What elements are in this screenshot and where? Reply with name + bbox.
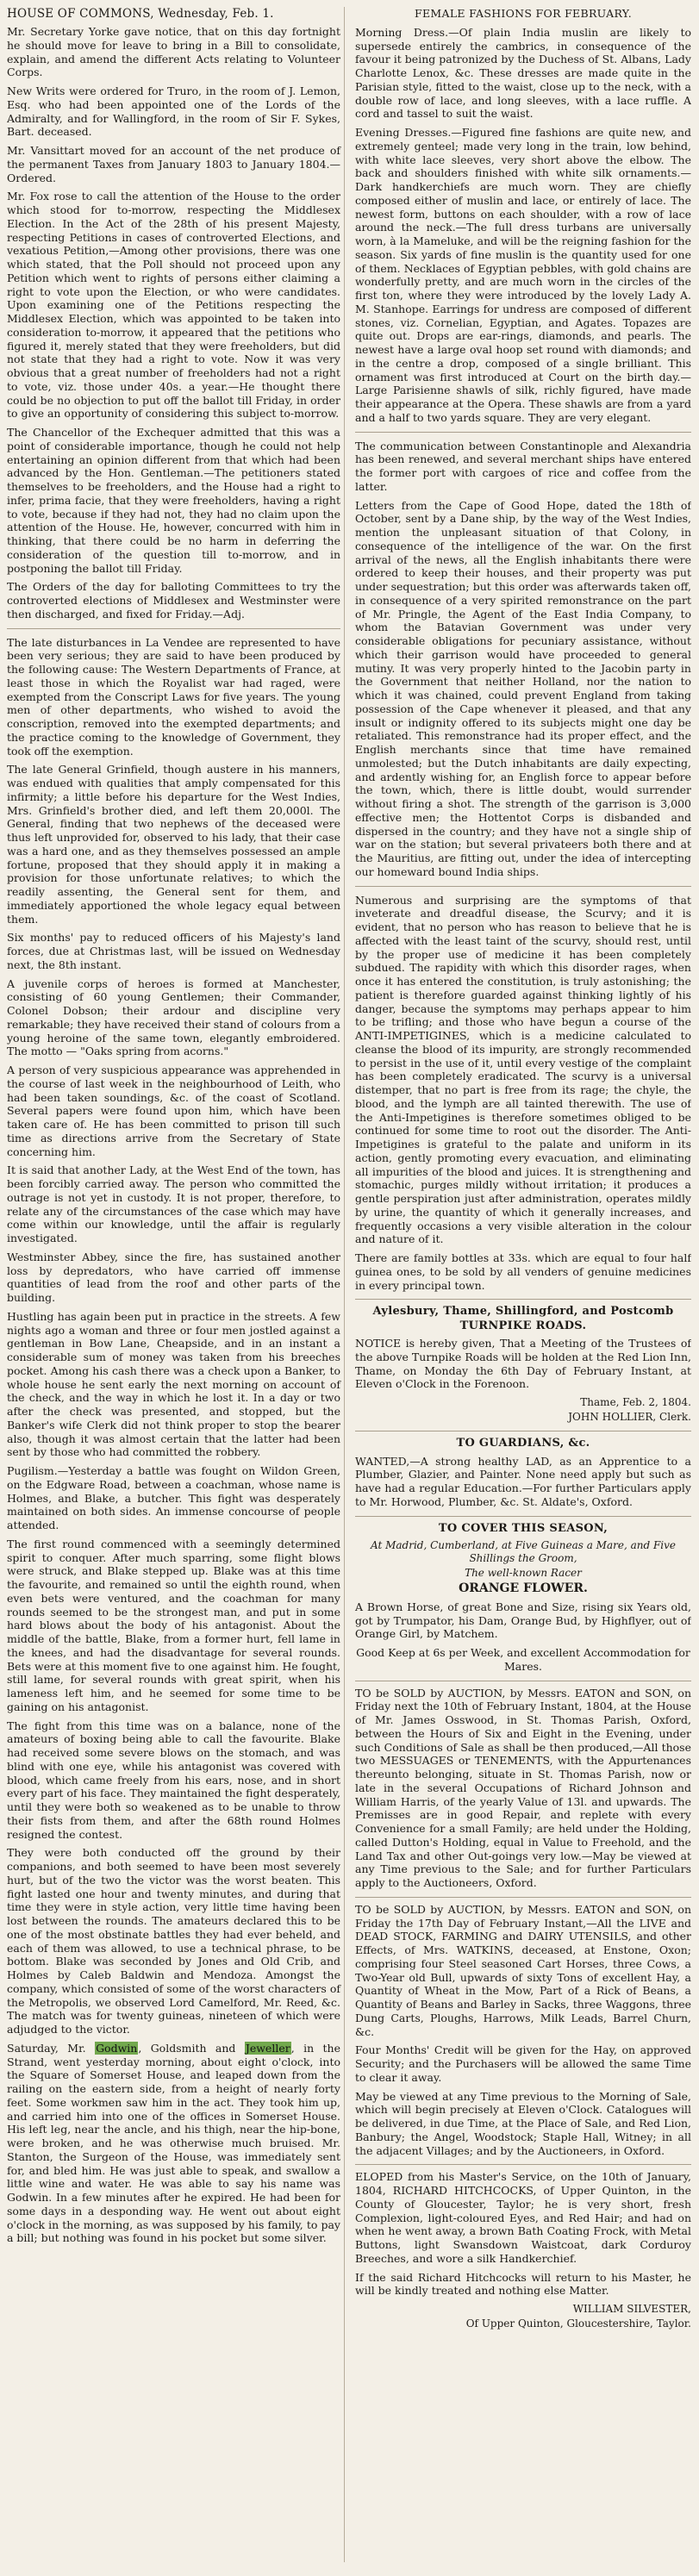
para: Numerous and surprising are the symptoms of that inveterate and dreadful disease, the Scurvy; and it is evident, that no person who has reason to believe that he is affected with the least taint of the scurvy, should rest, until by the proper use of medicine it has been completely subdued. The rapidity with which this disorder rages, when once it has entered the constitution, is truly astonishing; the patient is therefore guarded against thinking lightly of his danger, because the symptoms may perhaps appear to him to be trifling; and those who have begun a course of the ANTI-IMPETIGINES, which is a medicine calculated to cleanse the blood of its impurity, are strongly recommended to persist in the use of it, until every vestige of the complaint has been completely eradicated. The scurvy is a universal distemper, that no part is free from its rage; the chyle, the blood, and the lymph are all tainted therewith. The use of the Anti-Impetigines is therefore sometimes obliged to be continued for some time to root out the disorder. The Anti-Impetigines is grateful to the palate and uniform in its action, gently promoting every evacuation, and eliminating all impurities of the blood and juices. It is strengthening and stomachic, purges mildly without irritation; it produces a gentle perspiration just after administration, operates mildly by urine, the quantity of which it generally increases, and frequently occasions a very visible alteration in the colour and nature of it. — [355, 893, 691, 1246]
para: Hustling has again been put in practice in the streets. A few nights ago a woman and three or four men jostled against a gentleman in Bow Lane, Cheapside, and in an instant a considerable sum of money was taken from his breeches pocket. Among his cash there was a check upon a Banker, to whole house he sent early the next morning on account of the check, and the way in which he lost it. In a day or two after the check was presented, and stopped, but the Banker's wife Clerk did not think proper to stop the bearer also, though it was almost certain that the latter had been sent by those who had committed the robbery. — [7, 1309, 340, 1459]
highlight-godwin: Godwin — [96, 2041, 138, 2055]
para: Morning Dress.—Of plain India muslin are likely to supersede entirely the cambrics, in consequence of the favour it being patronized by the Duchess of St. Albans, Lady Charlotte Lenox, &c. These dresses are made quite in the Parisian style, fitted to the waist, close up to the neck, with a double row of lace, and long sleeves, with a lace ruffle. A cord and tassel to suit the waist. — [355, 25, 691, 121]
stallion-footer: Good Keep at 6s per Week, and excellent Accommodation for Mares. — [356, 1646, 690, 1673]
para: Six months' pay to reduced officers of his Majesty's land forces, due at Christmas last, will be issued on Wednesday next, the 8th instant. — [7, 931, 340, 971]
guardians-ad — [355, 1431, 691, 1508]
stallion-body: A Brown Horse, of great Bone and Size, rising six Years old, got by Trumpator, his Dam, Orange Bud, by Highflyer, out of Orange Girl, by Matchem. — [355, 1600, 691, 1641]
auction-ad-1 — [355, 1681, 691, 1890]
para: There are family bottles at 33s. which are equal to four half guinea ones, to be sold by all venders of genuine medicines in every principal town. — [355, 1251, 691, 1292]
para: The communication between Constantinople and Alexandria has been renewed, and several merchant ships have entered the former port with cargoes of rice and coffee from the latter. — [355, 439, 691, 493]
stallion-line1: At Madrid, Cumberland, at Five Guineas a Mare, and Five Shillings the Groom, — [371, 1538, 676, 1565]
para: Mr. Vansittart moved for an account of the net produce of the permanent Taxes from January 1803 to January 1804.—Ordered. — [7, 144, 340, 184]
eloped-body2: If the said Richard Hitchcocks will return to his Master, he will be kindly treated and nothing else Matter. — [355, 2270, 691, 2298]
para: Westminster Abbey, since the fire, has sustained another loss by depredators, who have carried off immense quantities of lead from the roof and other parts of the building. — [7, 1250, 340, 1304]
para: Pugilism.—Yesterday a battle was fought on Wildon Green, on the Edgware Road, between a coachman, whose name is Holmes, and Blake, a butcher. This fight was desperately maintained on both sides. An immense concourse of people attended. — [7, 1464, 340, 1531]
para: New Writs were ordered for Truro, in the room of J. Lemon, Esq. who had been appointed one of the Lords of the Admiralty, and for Wallingford, in the room of Sir F. Sykes, Bart. deceased. — [7, 84, 340, 139]
eloped-ad — [355, 2164, 691, 2330]
eloped-signed: WILLIAM SILVESTER, — [572, 2303, 691, 2316]
commons-heading: HOUSE OF COMMONS, Wednesday, Feb. 1. — [7, 7, 274, 21]
guardians-heading: TO GUARDIANS, &c. — [456, 1437, 590, 1450]
left-article-body — [7, 25, 340, 2245]
left-column — [7, 7, 345, 2562]
auction2-body3: May be viewed at any Time previous to the Morning of Sale, which will begin precisely at Eleven o'Clock. Catalogues will be delivered, in due Time, at the Place of Sale, and Red Lion, Banbury; the Angel, Woodstock; Staple Hall, Witney; in all the adjacent Villages; and by the Auctioneers, in Oxford. — [355, 2089, 691, 2157]
para: It is said that another Lady, at the West End of the town, has been forcibly carried away. The person who committed the outrage is not yet in custody. It is not proper, therefore, to relate any of the circumstances of the case which may have come within our knowledge, until the affair is regularly investigated. — [7, 1163, 340, 1244]
fashion-heading: FEMALE FASHIONS FOR FEBRUARY. — [415, 7, 632, 20]
para: Letters from the Cape of Good Hope, dated the 18th of October, sent by a Dane ship, by the way of the West Indies, mention the unpleasant situation of that Colony, in consequence of the intelligence of the war. On the first arrival of the news, all the English inhabitants there were ordered to keep their houses, and their property was put under sequestration; but this order was afterwards taken off, in consequence of a very spirited remonstrance on the part of Mr. Pringle, the Agent of the East India Company, to whom the Batavian Government was under very considerable obligations for pecuniary assistance, without which their garrison would have proceeded to general mutiny. It was very properly hinted to the Jacobin party in the Government that neither Holland, nor the nation to which it was chained, could prevent England from taking possession of the Cape whenever it pleased, and that any insult or indignity offered to its subjects might one day be retaliated. This remonstrance had its proper effect, and the English merchants since that time have remained unmolested; but the Dutch inhabitants are daily expecting, and ardently wishing for, an English force to appear before the town, which, there is little doubt, would surrender without firing a shot. The strength of the garrison is 3,000 effective men; the Hottentot Corps is disbanded and dispersed in the country; and they have not a single ship of war on the station; but several privateers both there and at the Mauritius, are fitting out, under the idea of intercepting our homeward bound India ships. — [355, 498, 691, 878]
guardians-body: WANTED,—A strong healthy LAD, as an Apprentice to a Plumber, Glazier, and Painter. None need apply but such as have had a regular Education.—For further Particulars apply to Mr. Horwood, Plumber, &c. St. Aldate's, Oxford. — [355, 1454, 691, 1508]
para: The Chancellor of the Exchequer admitted that this was a point of considerable importance, though he could not help entertaining an opinion different from that which had been advanced by the Hon. Gentleman.—The petitioners stated themselves to be freeholders, and the House had a right to infer, prima facie, that they were freeholders, having a right to vote, because if they had not, they had no claim upon the attention of the House. He, however, concurred with him in thinking, that there could be no harm in deferring the consideration of the question till to-morrow, and in postponing the ballot till Friday. — [7, 426, 340, 575]
para: A juvenile corps of heroes is formed at Manchester, consisting of 60 young Gentlemen; their Commander, Colonel Dobson; their ardour and discipline very remarkable; they have received their stand of colours from a young heroine of the same town, elegantly embroidered. The motto — "Oaks spring from acorns." — [7, 976, 340, 1058]
stallion-heading: TO COVER THIS SEASON, — [438, 1521, 609, 1535]
para: A person of very suspicious appearance was apprehended in the course of last week in the neighbourhood of Leith, who had been taken soundings, &c. of the coast of Scotland. Several papers were found upon him, which have been taken care of. He has been committed to prison till such time as directions arrive from the Secretary of State concerning him. — [7, 1063, 340, 1158]
turnpike-ad — [355, 1299, 691, 1424]
para: They were both conducted off the ground by their companions, and both seemed to have been most severely hurt, but of the two the victor was the worst beaten. This fight lasted one hour and twenty minutes, and during that time they were in style action, very little time having been lost between the rounds. The amateurs declared this to be one of the most obstinate battles they had ever beheld, and each of them was allowed, to use a technical phrase, to be bottom. Blake was seconded by Jones and Old Crib, and Holmes by Caleb Baldwin and Mendoza. Amongst the company, which consisted of some of the worst characters of the Metropolis, we observed Lord Camelford, Mr. Reed, &c. The match was for twenty guineas, nineteen of which were adjudged to the victor. — [7, 1846, 340, 2036]
turnpike-body: NOTICE is hereby given, That a Meeting of the Trustees of the above Turnpike Roads will be holden at the Red Lion Inn, Thame, on Monday the 6th Day of February Instant, at Eleven o'Clock in the Forenoon. — [355, 1337, 691, 1391]
eloped-place: Of Upper Quinton, Gloucestershire, Taylor. — [465, 2317, 691, 2330]
para: The first round commenced with a seemingly determined spirit to conquer. After much sparring, some flight blows were struck, and Blake stepped up. Blake was at this time the favourite, and remained so until the eighth round, when even bets were ventured, and the coachman for many rounds seemed to be the strongest man, and put in some hard blows about the body of his antagonist. About the middle of the battle, Blake, from a former hurt, fell lame in the knees, and had the disadvantage for several rounds. Bets were at this moment five to one against him. He fought, still lame, for several rounds with great spirit, when his lameness left him, and he seemed for some time to be gaining on his antagonist. — [7, 1537, 340, 1713]
stallion-ad — [355, 1516, 691, 1674]
stallion-line2: The well-known Racer — [465, 1567, 582, 1580]
para: Evening Dresses.—Figured fine fashions are quite new, and extremely genteel; made very long in the train, low behind, with white lace sleeves, very short above the elbow. The back and shoulders finished with white silk ornaments.—Dark handkerchiefs are much worn. They are chiefly composed either of muslin and lace, or entirely of lace. The newest form, buttons on each shoulder, with a row of lace around the neck.—The full dress turbans are universally worn, à la Mameluke, and will be the reigning fashion for the season. Six yards of fine muslin is the quantity used for one of them. Necklaces of Egyptian pebbles, with gold chains are wonderfully pretty, and are much worn in the circles of the first ton, where they were introduced by the lovely Lady A. M. Stanhope. Earrings for undress are composed of different stones, viz. Cornelian, Egyptian, and Agates. Topazes are quite out. Drops are ear-rings, diamonds, and pearls. The newest have a large oval hoop set round with diamonds; and in the centre a drop, composed of a single brilliant. This ornament was first introduced at Court on the birth day.—Large Parisienne shawls of silk, richly figured, have made their appearance at the Opera. These shawls are from a yard and a half to two yards square. They are very elegant. — [355, 126, 691, 424]
para: The fight from this time was on a balance, none of the amateurs of boxing being able to call the favourite. Blake had received some severe blows on the stomach, and was blind with one eye, while his antagonist was covered with blood, which came freely from his ears, nose, and in short every part of his face. They maintained the fight desperately, until they were both so weakened as to be unable to throw their fists from them, and after the 68th round Holmes resigned the contest. — [7, 1718, 340, 1841]
godwin-para: Saturday, Mr. Godwin, Goldsmith and Jeweller, in the Strand, went yesterday morning, about eight o'clock, into the Square of Somerset House, and leaped down from the railing on the eastern side, from a height of nearly forty feet. Some workmen saw him in the act. They took him up, and carried him into one of the offices in Somerset House. His left leg, near the ancle, and his thigh, near the hip-bone, were broken, and he was otherwise much bruised. Mr. Stanton, the Surgeon of the House, was immediately sent for, and bled him. He was just able to speak, and swallow a little wine and water. He was able to say his name was Godwin. In a few minutes after he expired. He had been for some days in a desponding way. He went out about eight o'clock in the morning, as was supposed by his family, to pay a bill; but nothing was found in his pocket but some silver. — [7, 2041, 340, 2245]
auction2-body2: Four Months' Credit will be given for the Hay, on approved Security; and the Purchasers will be allowed the same Time to clear it away. — [355, 2043, 691, 2084]
turnpike-signed: JOHN HOLLIER, Clerk. — [568, 1411, 691, 1424]
para: Mr. Secretary Yorke gave notice, that on this day fortnight he should move for leave to bring in a Bill to consolidate, explain, and amend the different Acts relating to Volunteer Corps. — [7, 25, 340, 79]
stallion-name: ORANGE FLOWER. — [459, 1581, 588, 1596]
para: Mr. Fox rose to call the attention of the House to the order which stood for to-morrow, respecting the Middlesex Election. In the Act of the 28th of his present Majesty, respecting Petitions in cases of controverted Elections, and vexatious Petition,—Among other provisions, there was one which stated, that the Poll should not proceed upon any Petition which went to rights of persons either claiming a right to vote upon the Election, or who were candidates. Upon examining one of the Petitions respecting the Middlesex Election, which was appointed to be taken into consideration to-morrow, it appeared that the petitions who figured it, merely stated that they were freeholders, but did not state that they had a right to vote. Now it was very obvious that a great number of freeholders had not a right to vote, viz. those under 40s. a year.—He thought there could be no objection to put off the ballot till Friday, in order to give an opportunity of considering this subject to-morrow. — [7, 190, 340, 421]
divider — [7, 628, 340, 629]
turnpike-date: Thame, Feb. 2, 1804. — [580, 1396, 691, 1408]
auction2-body: TO be SOLD by AUCTION, by Messrs. EATON and SON, on Friday the 17th Day of February Instant,—All the LIVE and DEAD STOCK, FARMING and DAIRY UTENSILS, and other Effects, of Mrs. WATKINS, deceased, at Enstone, Oxon; comprising four Steel seasoned Cart Horses, three Cows, a Two-Year old Bull, upwards of sixty Tons of excellent Hay, a Quantity of Wheat in the Mow, Part of a Rick of Beans, a Quantity of Beans and Barley in Sacks, three Waggons, three Dung Carts, Ploughs, Harrows, Milk Leads, Barrel Churn, &c. — [355, 1902, 691, 2038]
auction-ad-2 — [355, 1897, 691, 2158]
right-column — [353, 7, 691, 2562]
para: The late General Grinfield, though austere in his manners, was endued with qualities that amply compensated for this infirmity; a little before his departure for the West Indies, Mrs. Grinfield's brother died, and left them 20,000l. The General, finding that two nephews of the deceased were thus left unprovided for, observed to his lady, that their case was a hard one, and as they themselves possessed an ample fortune, proposed that they should apply it in making a provision for those unfortunate relatives; to which the readily assenting, the General sent for them, and immediately apportioned the whole legacy equal between them. — [7, 763, 340, 926]
para: The Orders of the day for balloting Committees to try the controverted elections of Middlesex and Westminster were then discharged, and fixed for Friday.—Adj. — [7, 580, 340, 621]
divider — [355, 432, 691, 433]
para: The late disturbances in La Vendee are represented to have been very serious; they are said to have been produced by the following cause: The Western Departments of France, at least those in which the Royalist war had raged, were exempted from the Conscript Laws for five years. The young men of other departments, who wished to avoid the conscription, removed into the exempted departments; and the practice coming to the knowledge of Government, they took off the exemption. — [7, 635, 340, 758]
divider — [355, 886, 691, 887]
eloped-body: ELOPED from his Master's Service, on the 10th of January, 1804, RICHARD HITCHCOCKS, of Upper Quinton, in the County of Gloucester, Taylor; he is very short, fresh Complexion, light-coloured Eyes, and Red Hair; and had on when he went away, a brown Bath Coating Frock, with Metal Buttons, light Swansdown Waistcoat, dark Corduroy Breeches, and wore a silk Handkerchief. — [355, 2170, 691, 2265]
newspaper-page — [7, 7, 692, 2562]
auction1-body: TO be SOLD by AUCTION, by Messrs. EATON and SON, on Friday next the 10th of February Instant, 1804, at the House of Mr. James Osswood, in St. Thomas Parish, Oxford, between the Hours of Six and Eight in the Evening, under such Conditions of Sale as shall be then produced,—All those two MESSUAGES or TENEMENTS, with the Appurtenances thereunto belonging, situate in St. Thomas Parish, now or late in the several Occupations of Richard Johnson and William Harris, of the yearly Value of 13l. and upwards. The Premisses are in good Repair, and replete with every Convenience for a small Family; are held under the Holding, called Dutton's Holding, equal in Value to Freehold, and the Land Tax and other Out-goings very low.—May be viewed at any Time previous to the Sale; and for further Particulars apply to the Auctioneers, Oxford. — [355, 1686, 691, 1890]
turnpike-heading: Aylesbury, Thame, Shillingford, and Postcomb TURNPIKE ROADS. — [372, 1305, 674, 1332]
highlight-jeweller: Jeweller — [245, 2041, 290, 2055]
